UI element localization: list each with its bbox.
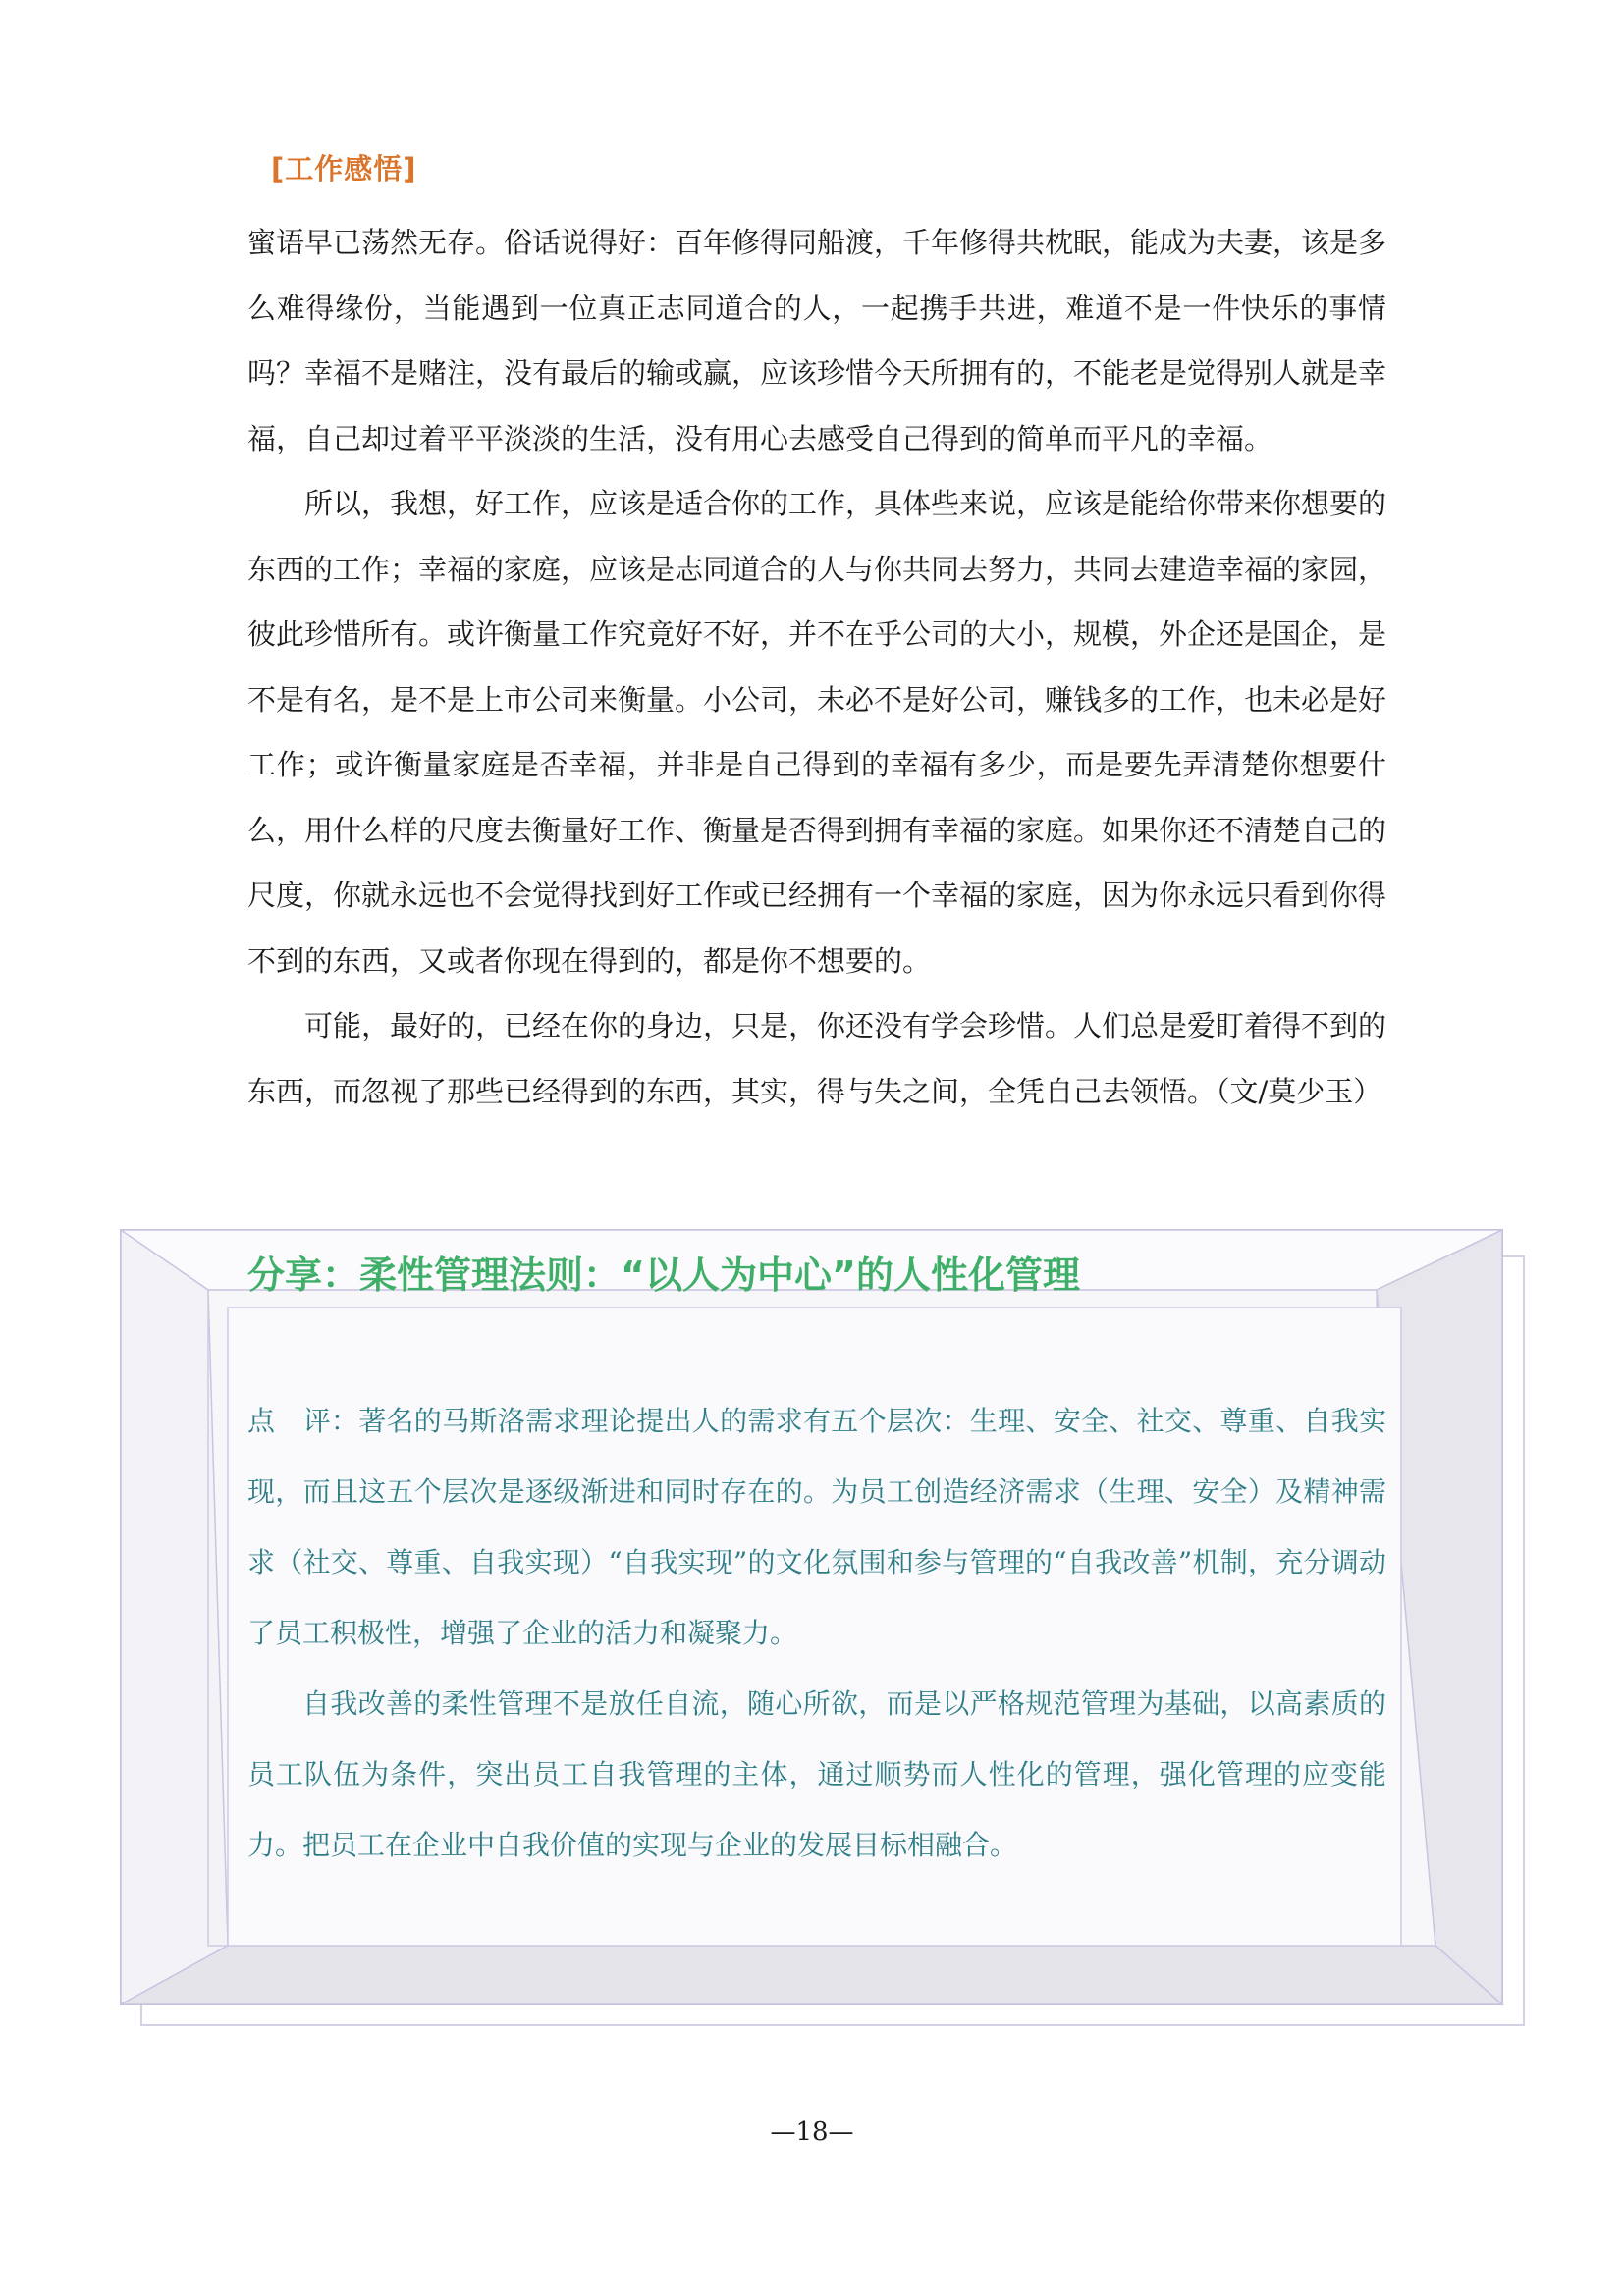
article-body [247, 210, 1386, 1124]
share-paragraph: 自我改善的柔性管理不是放任自流，随心所欲，而是以严格规范管理为基础，以高素质的员工队伍为条件，突出员工自我管理的主体，通过顺势而人性化的管理，强化管理的应变能力。把员工在企业中自我价值的实现与企业的发展目标相融合。 [247, 1687, 1386, 1861]
share-title: 分享：柔性管理法则：“以人为中心”的人性化管理 [247, 1254, 1080, 1297]
page-number: —18— [770, 2117, 854, 2147]
article-paragraph: 所以，我想，好工作，应该是适合你的工作，具体些来说，应该是能给你带来你想要的东西的工作；幸福的家庭，应该是志同道合的人与你共同去努力，共同去建造幸福的家园，彼此珍惜所有。或许衡量工作究竟好不好，并不在乎公司的大小，规模，外企还是国企，是不是有名，是不是上市公司来衡量。小公司，未必不是好公司，赚钱多的工作，也未必是好工作；或许衡量家庭是否幸福，并非是自己得到的幸福有多少，而是要先弄清楚你想要什么，用什么样的尺度去衡量好工作、衡量是否得到拥有幸福的家庭。如果你还不清楚自己的尺度，你就永远也不会觉得找到好工作或已经拥有一个幸福的家庭，因为你永远只看到你得不到的东西，又或者你现在得到的，都是你不想要的。 [247, 487, 1387, 978]
section-tag: [工作感悟] [271, 152, 417, 186]
share-box-body [247, 1386, 1386, 1881]
share-paragraph: 点 评：著名的马斯洛需求理论提出人的需求有五个层次：生理、安全、社交、尊重、自我实现，而且这五个层次是逐级渐进和同时存在的。为员工创造经济需求（生理、安全）及精神需求（社交、尊重、自我实现）“自我实现”的文化氛围和参与管理的“自我改善”机制，充分调动了员工积极性，增强了企业的活力和凝聚力。 [247, 1405, 1386, 1649]
article-paragraph: 可能，最好的，已经在你的身边，只是，你还没有学会珍惜。人们总是爱盯着得不到的东西，而忽视了那些已经得到的东西，其实，得与失之间，全凭自己去领悟。（文/莫少玉） [247, 1009, 1387, 1108]
article-paragraph: 蜜语早已荡然无存。俗话说得好：百年修得同船渡，千年修得共枕眠，能成为夫妻，该是多么难得缘份，当能遇到一位真正志同道合的人，一起携手共进，难道不是一件快乐的事情吗？幸福不是赌注，没有最后的输或赢，应该珍惜今天所拥有的，不能老是觉得别人就是幸福，自己却过着平平淡淡的生活，没有用心去感受自己得到的简单而平凡的幸福。 [247, 226, 1387, 455]
